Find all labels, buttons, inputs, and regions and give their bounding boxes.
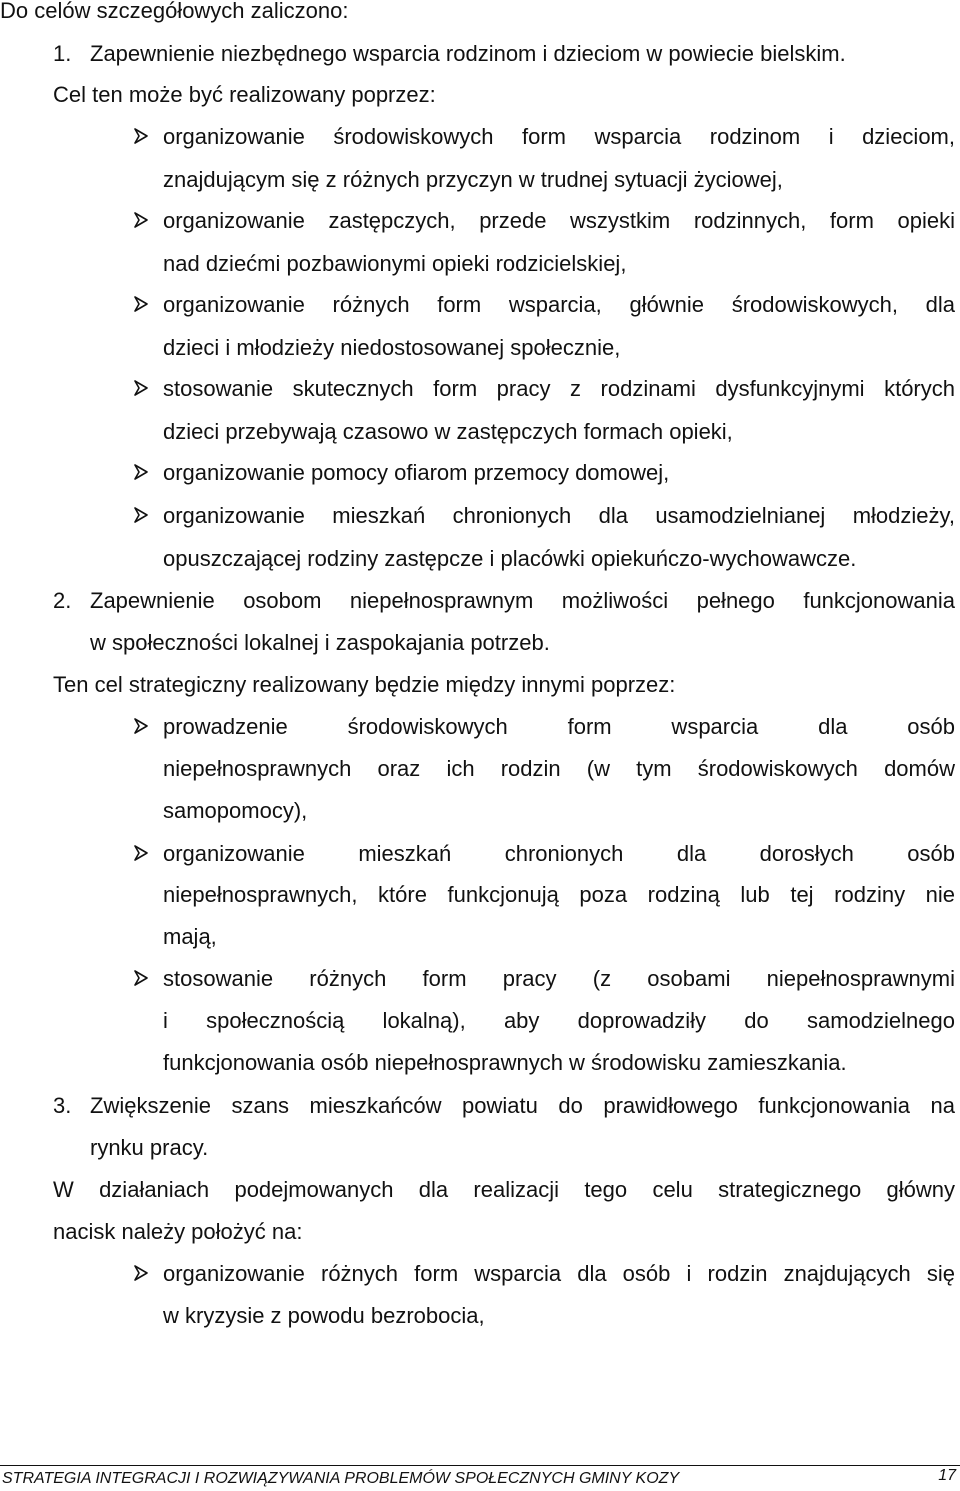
goal-1-bullet-5-line-1: organizowanie pomocy ofiarom przemocy domowej, (163, 460, 670, 485)
goal-1-bullet-4-line-1: stosowanie skutecznych form pracy z rodzinami dysfunkcyjnymi których (163, 376, 955, 401)
goal-1-bullet-6-line-1: organizowanie mieszkań chronionych dla usamodzielnianej młodzieży, (163, 503, 955, 528)
goal-2-bullet-2-line-2: niepełnosprawnych, które funkcjonują poza rodziną lub tej rodziny nie (163, 882, 955, 907)
goal-2-lead: Ten cel strategiczny realizowany będzie między innymi poprzez: (53, 672, 676, 697)
goal-1-lead: Cel ten może być realizowany poprzez: (53, 82, 436, 107)
arrow-bullet-icon (134, 1265, 148, 1281)
goal-1-bullet-3-line-2: dzieci i młodzieży niedostosowanej społecznie, (163, 335, 621, 360)
goal-3-bullet-1-line-1: organizowanie różnych form wsparcia dla osób i rodzin znajdujących się (163, 1261, 955, 1286)
goal-1-bullet-3-line-1: organizowanie różnych form wsparcia, głównie środowiskowych, dla (163, 292, 955, 317)
footer-title: STRATEGIA INTEGRACJI I ROZWIĄZYWANIA PROBLEMÓW SPOŁECZNYCH GMINY KOZY (2, 1470, 680, 1487)
goal-2-bullet-2-line-3: mają, (163, 924, 217, 949)
arrow-bullet-icon (134, 507, 148, 523)
arrow-bullet-icon (134, 970, 148, 986)
goal-2-title-line-2: w społeczności lokalnej i zaspokajania potrzeb. (90, 630, 550, 655)
arrow-bullet-icon (134, 380, 148, 396)
goal-1-bullet-4-line-2: dzieci przebywają czasowo w zastępczych formach opieki, (163, 419, 733, 444)
goal-2-bullet-1-line-1: prowadzenie środowiskowych form wsparcia dla osób (163, 714, 955, 739)
goal-1-number: 1. (53, 41, 72, 66)
goal-3-title-line-2: rynku pracy. (90, 1135, 209, 1160)
arrow-bullet-icon (134, 212, 148, 228)
goal-2-bullet-3-line-1: stosowanie różnych form pracy (z osobami niepełnosprawnymi (163, 966, 955, 991)
goal-1-bullet-1-line-1: organizowanie środowiskowych form wsparcia rodzinom i dzieciom, (163, 124, 955, 149)
goal-1-bullet-2-line-2: nad dziećmi pozbawionymi opieki rodzicielskiej, (163, 251, 627, 276)
arrow-bullet-icon (134, 296, 148, 312)
goal-2-number: 2. (53, 588, 72, 613)
arrow-bullet-icon (134, 128, 148, 144)
goal-2-title-line-1: Zapewnienie osobom niepełnosprawnym możliwości pełnego funkcjonowania (90, 588, 955, 613)
goal-3-number: 3. (53, 1093, 72, 1118)
goal-3-title-line-1: Zwiększenie szans mieszkańców powiatu do prawidłowego funkcjonowania na (90, 1093, 955, 1118)
arrow-bullet-icon (134, 464, 148, 480)
page-number: 17 (938, 1467, 956, 1484)
goal-3-lead-line-2: nacisk należy położyć na: (53, 1219, 303, 1244)
footer-divider (0, 1465, 960, 1466)
goal-1-bullet-2-line-1: organizowanie zastępczych, przede wszystkim rodzinnych, form opieki (163, 208, 955, 233)
goal-1-bullet-6-line-2: opuszczającej rodziny zastępcze i placówki opiekuńczo-wychowawcze. (163, 546, 857, 571)
goal-2-bullet-1-line-2: niepełnosprawnych oraz ich rodzin (w tym środowiskowych domów (163, 756, 955, 781)
goal-2-bullet-3-line-3: funkcjonowania osób niepełnosprawnych w środowisku zamieszkania. (163, 1050, 847, 1075)
goal-3-lead-line-1: W działaniach podejmowanych dla realizacji tego celu strategicznego główny (53, 1177, 955, 1202)
goal-1-title: Zapewnienie niezbędnego wsparcia rodzinom i dzieciom w powiecie bielskim. (90, 41, 846, 66)
goal-2-bullet-3-line-2: i społecznością lokalną), aby doprowadziły do samodzielnego (163, 1008, 955, 1033)
goal-3-bullet-1-line-2: w kryzysie z powodu bezrobocia, (163, 1303, 485, 1328)
intro-text: Do celów szczegółowych zaliczono: (0, 0, 349, 23)
goal-2-bullet-1-line-3: samopomocy), (163, 798, 308, 823)
arrow-bullet-icon (134, 718, 148, 734)
goal-1-bullet-1-line-2: znajdującym się z różnych przyczyn w trudnej sytuacji życiowej, (163, 167, 783, 192)
goal-2-bullet-2-line-1: organizowanie mieszkań chronionych dla dorosłych osób (163, 841, 955, 866)
arrow-bullet-icon (134, 845, 148, 861)
